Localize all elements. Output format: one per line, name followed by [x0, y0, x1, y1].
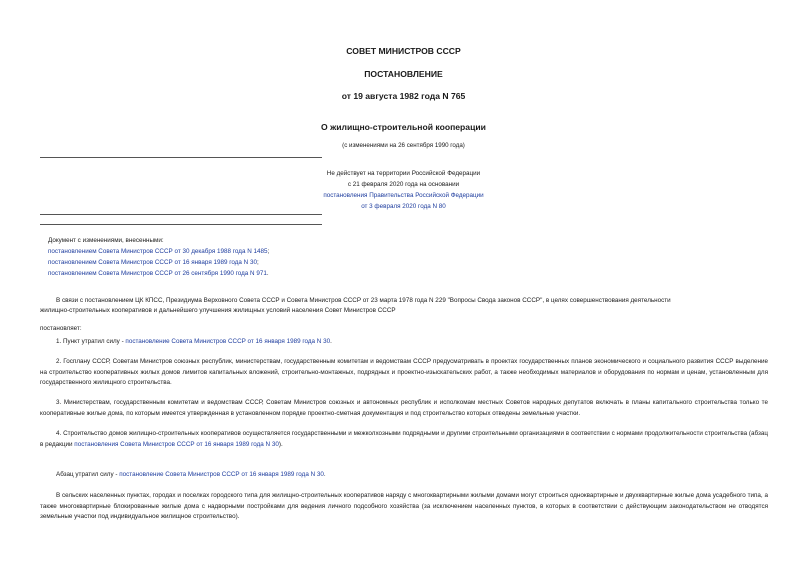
preamble-line-2: жилищно-строительных кооперативов и дальнейшего улучшения жилищных условий населения Совет Министров СССР [40, 307, 396, 314]
status-block [0, 168, 807, 212]
paragraph-6: В сельских населенных пунктах, городах и поселках городского типа для жилищно-строительных кооперативов наряду с многоквартирными жилыми домами могут строиться одноквартирные и двухквартирные жилые дома усадебного типа, а также многоквартирные блокированные жилые дома с надворными постройками для ведения личного подсобного хозяйства (за исключением населенных пунктов, в которых в соответствии с действующим законодательством не отводятся земельные участки под индивидуальное жилищное строительство). [40, 492, 768, 520]
paragraph-5: Абзац утратил силу - постановление Совета Министров СССР от 16 января 1989 года N 30. [56, 471, 326, 478]
divider [40, 224, 322, 225]
amendment-link[interactable]: постановлением Совета Министров СССР от 30 декабря 1988 года N 1485 [48, 248, 268, 255]
document-type-heading: ПОСТАНОВЛЕНИЕ [364, 69, 443, 79]
preamble-line-1: В связи с постановлением ЦК КПСС, Президиума Верховного Совета СССР и Совета Министров СССР от 23 марта 1978 года N 229 "Вопросы Свода законов СССР", в целях совершенствования деятельности [56, 297, 671, 304]
amendment-link[interactable]: постановлением Совета Министров СССР от 16 января 1989 года N 30 [48, 259, 257, 266]
date-number-heading: от 19 августа 1982 года N 765 [341, 91, 466, 101]
status-line-1: Не действует на территории Российской Федерации [326, 170, 481, 177]
repeal-link[interactable]: постановление Совета Министров СССР от 16 января 1989 года N 30 [125, 338, 331, 345]
paragraph-4: 4. Строительство домов жилищно-строительных кооперативов осуществляется государственными и межколхозными подрядными и другими строительными организациями в соответствии с нормами продолжительности строительства (абзац в редакции постановления Совета Министров СССР от 16 января 1989 года N 30). [40, 430, 768, 448]
revision-link[interactable]: постановления Совета Министров СССР от 16 января 1989 года N 30 [74, 440, 279, 448]
resolves-label: постановляет: [40, 325, 82, 332]
status-line-2: с 21 февраля 2020 года на основании [347, 181, 460, 188]
paragraph-1: 1. Пункт утратил силу - постановление Совета Министров СССР от 16 января 1989 года N 30. [56, 338, 332, 345]
list-item: постановлением Совета Министров СССР от 26 сентября 1990 года N 971. [48, 270, 269, 277]
document-title: О жилищно-строительной кооперации [321, 122, 486, 132]
status-link-1[interactable]: постановления Правительства Российской Федерации [323, 192, 484, 199]
amendments-intro: Документ с изменениями, внесенными: [48, 237, 164, 244]
list-item: постановлением Совета Министров СССР от 30 декабря 1988 года N 1485; [48, 248, 270, 255]
paragraph-2: 2. Госплану СССР, Советам Министров союзных республик, министерствам, государственным комитетам и ведомствам СССР предусматривать в проектах государственных планов экономического и социального развития СССР выделение на строительство кооперативных жилых домов лимитов капитальных вложений, строительно-монтажных, подрядных и проектно-изыскательских работ, а также необходимых материалов и оборудования по нормам и ценам, установленным для государственного жилищного строительства. [40, 358, 768, 386]
amendments-block [48, 235, 269, 279]
status-link-2[interactable]: от 3 февраля 2020 года N 80 [361, 203, 446, 210]
divider [40, 157, 322, 158]
amended-note: (с изменениями на 26 сентября 1990 года) [342, 142, 465, 149]
repeal-link[interactable]: постановление Совета Министров СССР от 16 января 1989 года N 30 [119, 471, 324, 478]
authority-heading: СОВЕТ МИНИСТРОВ СССР [346, 46, 461, 56]
amendment-link[interactable]: постановлением Совета Министров СССР от 26 сентября 1990 года N 971 [48, 270, 267, 277]
list-item: постановлением Совета Министров СССР от 16 января 1989 года N 30; [48, 259, 259, 266]
paragraph-3: 3. Министерствам, государственным комитетам и ведомствам СССР, Советам Министров союзных и автономных республик и исполкомам местных Советов народных депутатов включать в планы капитального строительства только те кооперативные жилые дома, по которым имеется утвержденная в установленном порядке проектно-сметная документация и под строительство которых отведены земельные участки. [40, 399, 768, 417]
divider [40, 214, 322, 215]
